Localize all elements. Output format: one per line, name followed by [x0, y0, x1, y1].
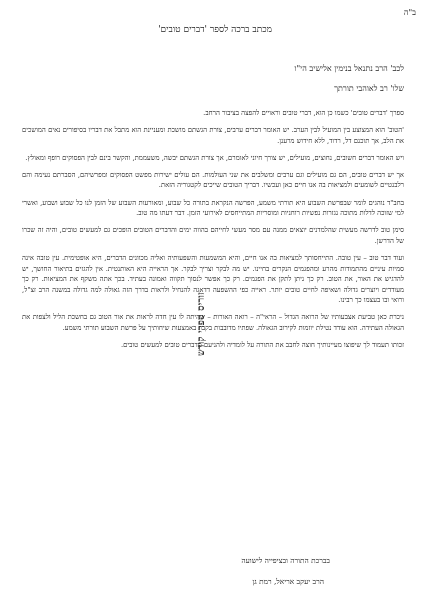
bh-mark: ב"ה — [403, 8, 416, 17]
paragraph: בחב"ד נוהגים לומר שבפרשת השבוע היא תורתי משמע, הפרשה הנקראת בתורה כל שבוע, ומאורעות השבוע של הזמן לנו כל שבוע ושבוע, ואשרי למי שזוכה לדלות מתוכה נגזרות נפשיות רוחניות ומוסריות המתייחסים לאירועי הזמן. דבר דעתו מה טוב. — [22, 198, 404, 218]
paragraph: אך יש דברים טובים, הם גם מועילים וגם ערבים ומשלבים את שני העולמות. הם עולים ישירות מפשט הפסוקים ומפרשיהם, הסברתם נעימה והם רלבנטיים לשומעים ולמציאות בה אנו חיים כאן ועכשיו. דבריך הטובים שייכים לקטגוריה הזאת. — [22, 170, 404, 190]
paragraph: 'הטוב' הוא המצוצע בין המועיל לבין הערב. יש האומר דברים ערבים, צורת הגשתם מושכת ומעניינת הוא מתבל את דבריו בסיפורים נאים המושכים את הלב, אך תוכנם דל, רדוד, ללא חידוש מרענן. — [22, 126, 404, 145]
paragraph: סימן טוב לדרשה מעשית שהלמדנים יוצאים ממנה עם מסר מעשי לחייהם בהווה ימים והדברים הטובים הופכים גם למעשים טובים, והיה זה שכרו של הדרשן. — [22, 226, 404, 245]
paragraph: ויש האומר דברים חשובים, נחוצים, מועילים, יש צורך חיוני לאומרם, אך צורת הגשתם יבשה, משעממת, והקשר בינם לבין הפסוקים רופף ומאולץ. — [25, 153, 404, 162]
paragraph: זכותו תעמוד לך שיפוצו מעיינותיך חוצה לחבב את התורה על לומדיה ולהניעם מדברים טובים למעשים טובים. — [120, 341, 404, 350]
paragraph: ועוד דבר טוב – עין טובה. התייחסותך למציאות בה אנו חיים, והיא המשמעות והשפעותיה ואליה מכוונים הדברים, היא אופטימית. עין טובה אינה סמיות עיניים מהתמודות מהרע ומהפגמים הנקרים בחיינו. יש מה לבקר וצריך לבקר. אך הראייה היא האותנטית. אין להגזים בתיאור החושך, יש להדגיש את האור, את הטוב. רק כך ניתן לתקן את הפגמים. רק כך אפשר לנסוך תקווה ואמונה בעתיד. בכך אתה משקף את המציאות. רק כך מעודדים ויוצרים גדולה ושאיפה לחיים טובים יותר. ראייה כפי ההשפעה דדאגה להנחיל ולראות בדרך הזה גאולה למה גדולה במשנה הרב זצ"ל, ורואי ובו בעצמו כך רבינו. — [22, 253, 404, 305]
closing-blessing: בברכת התורה ובציפייה לישועה — [241, 556, 330, 565]
paragraph: ניכרת כאן טביעת אצבעותיו של הרואה הגדול – הראי"ה – רואה האורות – שהיתה לו עין חדה לראות את אור הטוב גם בחשכת הליל ולצפות את הגאולה העתידה. הוא עודד נטילת יוזמות לקירוב הגאולה. שפתיו מדובבות בקבר באמצעות שיחותיך על פרשת השבוע תורתי משמע. — [22, 313, 404, 332]
paragraph: ספרך 'דברים טובים' כשמו כן הוא, דברי טובים וראויים להפצה בציבור הרחב. — [203, 109, 404, 117]
letter-body — [22, 108, 404, 357]
signature: הרב יעקב אריאל, רמת גן — [252, 577, 324, 586]
greeting-line: שלו' רב לאוהבי תורתך — [334, 84, 404, 93]
recipient-line: לכב' הרב נתנאל בנימין אלישיב הי"ו — [294, 64, 404, 73]
page-title: מכתב ברכה לספר 'דברים טובים' — [158, 25, 272, 35]
vertical-stamp: זוריס ספרי קודש — [196, 292, 207, 356]
